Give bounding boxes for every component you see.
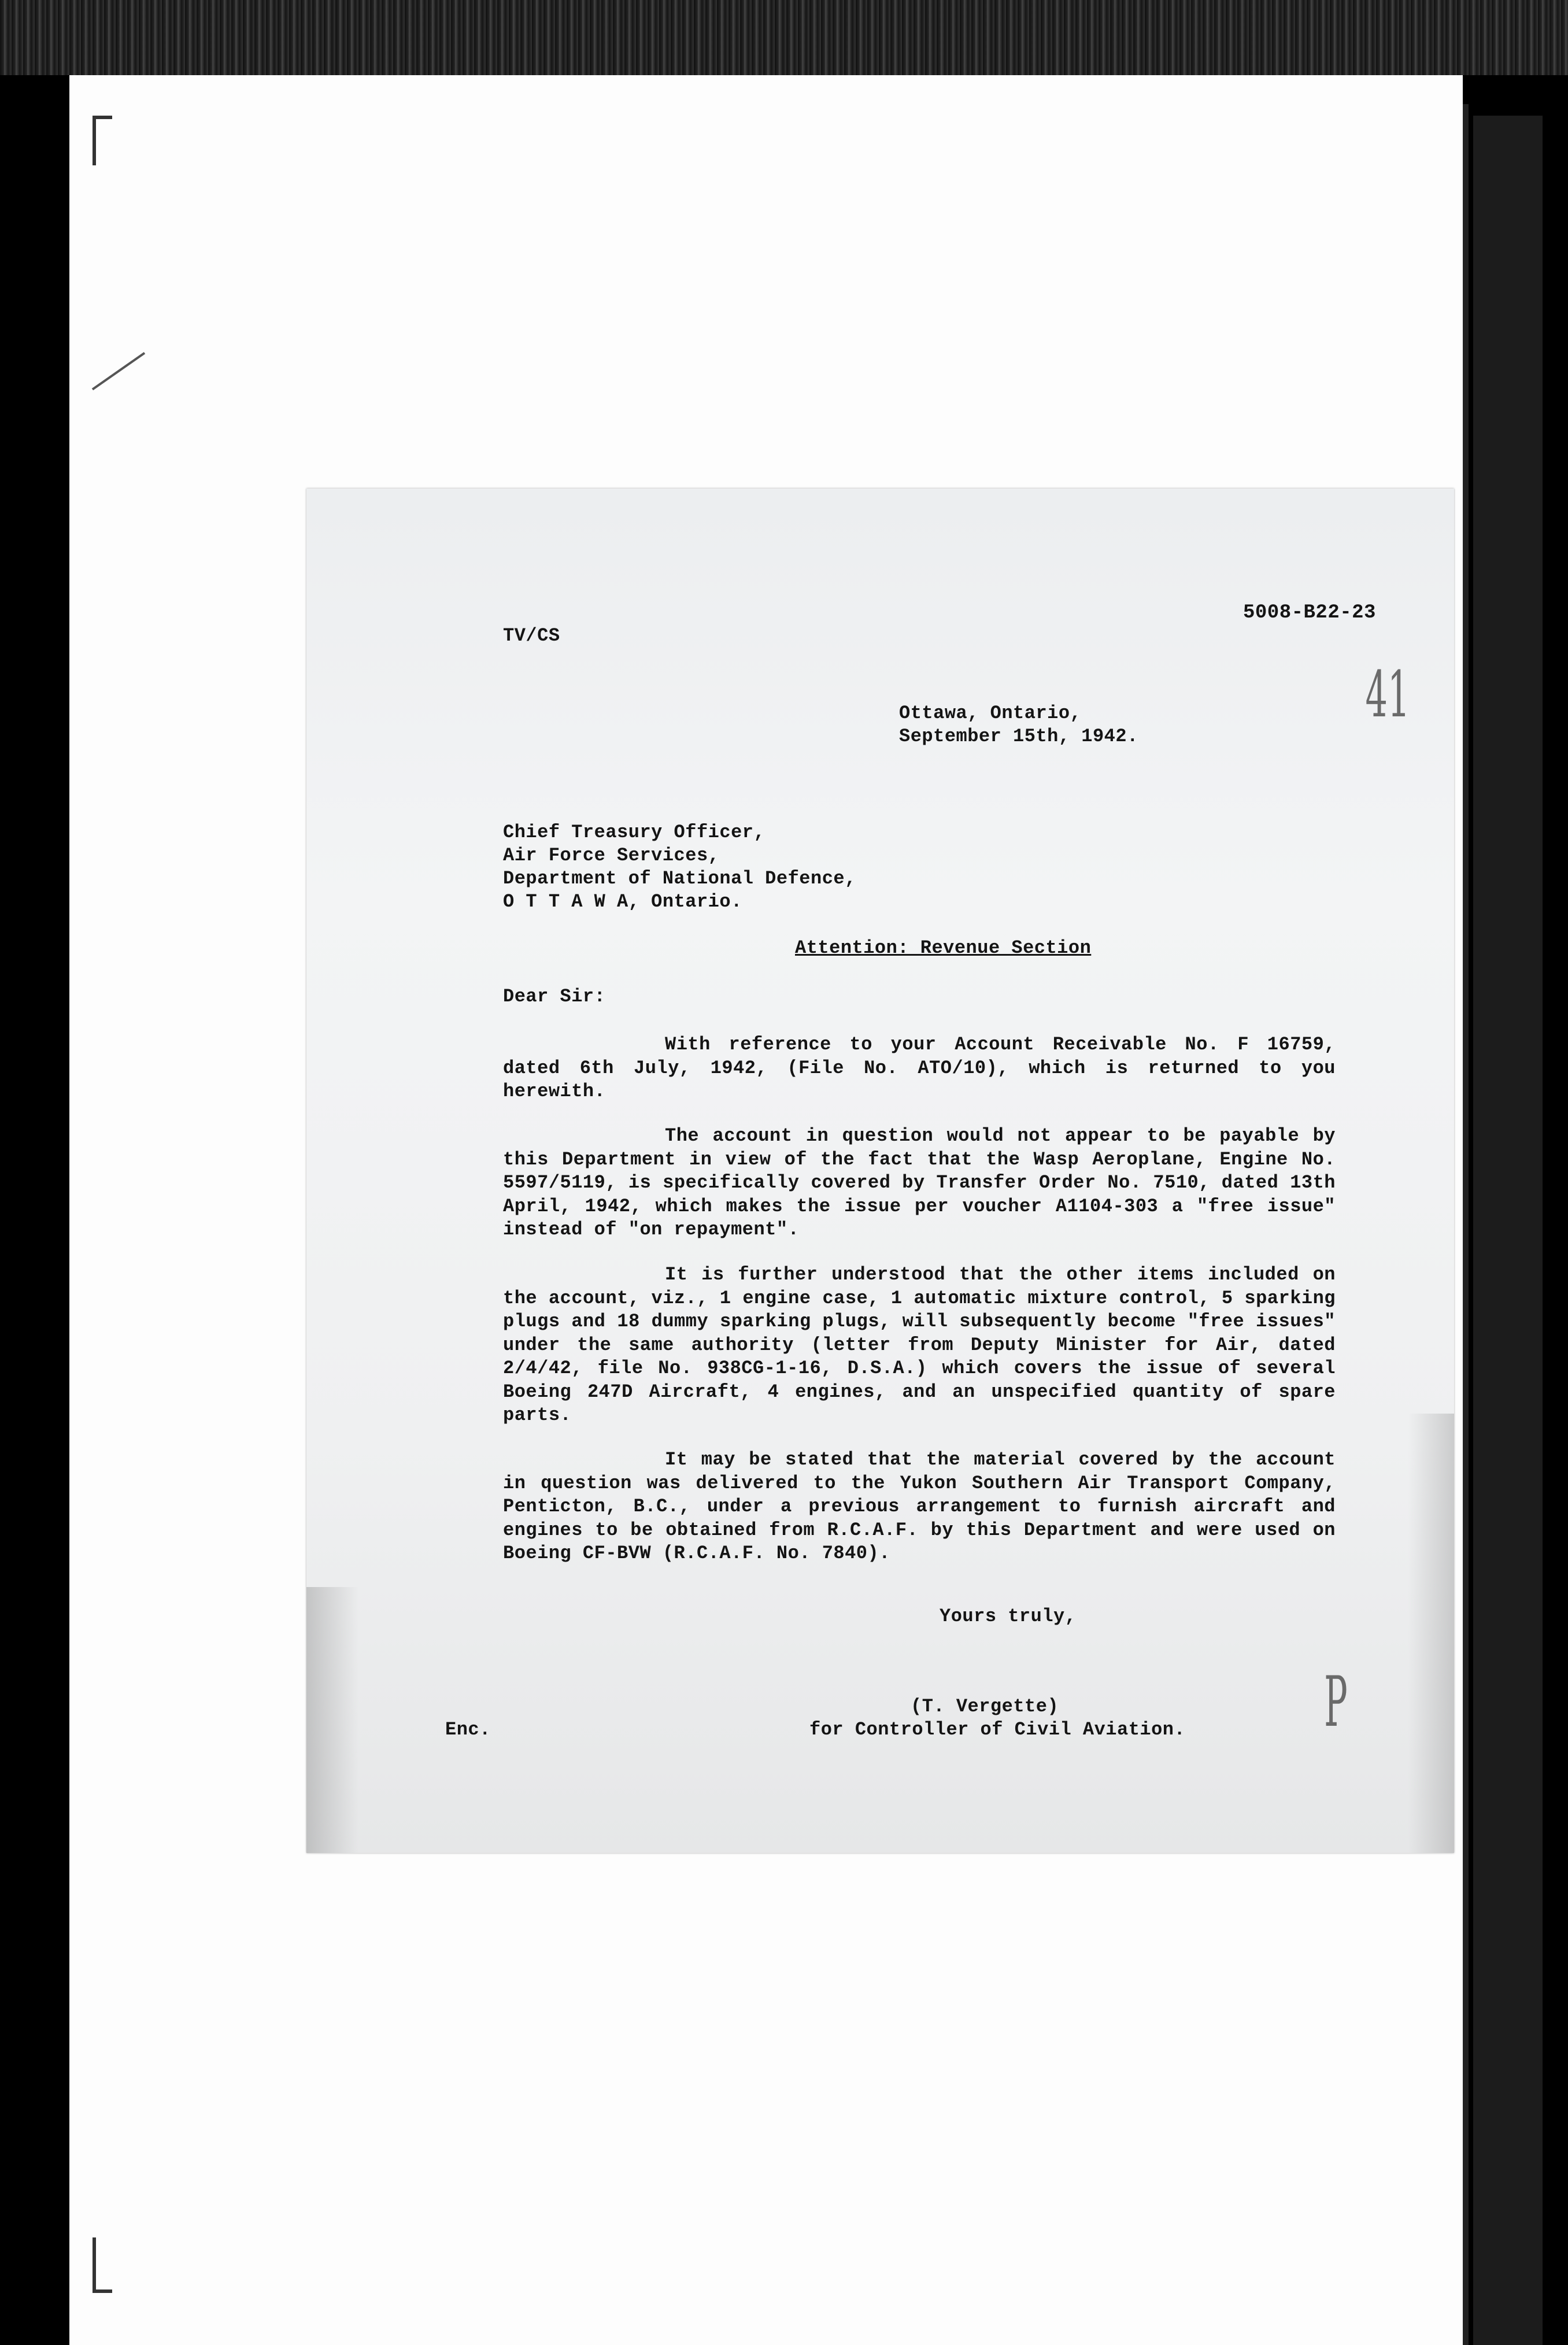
crop-mark-bottom-left xyxy=(93,2237,112,2293)
date-line: September 15th, 1942. xyxy=(899,726,1138,747)
signatory-name: (T. Vergette) xyxy=(911,1696,1059,1717)
enclosure-note: Enc. xyxy=(445,1719,491,1740)
closing: Yours truly, xyxy=(940,1606,1077,1627)
crop-mark-top-left xyxy=(93,116,112,165)
margin-initial-handwritten: P xyxy=(1324,1662,1348,1743)
recipient-line-4: O T T A W A, Ontario. xyxy=(503,891,742,912)
reference-initials: TV/CS xyxy=(503,625,560,646)
file-number: 5008-B22-23 xyxy=(1243,602,1376,624)
backing-sheet-edge xyxy=(1463,104,1469,2345)
signatory-title: for Controller of Civil Aviation. xyxy=(809,1719,1186,1740)
page-shadow-right xyxy=(1408,1414,1454,1853)
paragraph-2: The account in question would not appear to be payable by this Department in view of the fact that the Wasp Aeroplane, Engine No. 5597/5119, is specifically covered by Transfer Order No. 7510, dated 13th April, 1942, which makes the issue per voucher A1104-303 a "free issue" instead of "on repayment". xyxy=(503,1125,1336,1240)
paragraph-3: It is further understood that the other items included on the account, viz., 1 engine case, 1 automatic mixture control, 5 sparking plugs and 18 dummy sparking plugs, will subsequently become "free issues" under the same authority (letter from Deputy Minister for Air, dated 2/4/42, file No. 938CG-1-16, D.S.A.) which covers the issue of several Boeing 247D Aircraft, 4 engines, and an unspecified quantity of spare parts. xyxy=(503,1264,1336,1426)
paragraph-4: It may be stated that the material covered by the account in question was delivered to the Yukon Southern Air Transport Company, Penticton, B.C., under a previous arrangement to furnish aircraft and engines to be obtained from R.C.A.F. by this Department and were used on Boeing CF-BVW (R.C.A.F. No. 7840). xyxy=(503,1449,1336,1564)
page-shadow-left xyxy=(306,1587,358,1853)
recipient-line-3: Department of National Defence, xyxy=(503,868,856,889)
recipient-line-1: Chief Treasury Officer, xyxy=(503,822,765,843)
scan-border-right xyxy=(1473,116,1543,2345)
folio-number-handwritten: 41 xyxy=(1365,657,1410,731)
paragraph-1: With reference to your Account Receivable No. F 16759, dated 6th July, 1942, (File No. ATO/10), which is returned to you herewith. xyxy=(503,1034,1336,1102)
place-line: Ottawa, Ontario, xyxy=(899,702,1082,724)
typed-letter xyxy=(306,489,1454,1853)
recipient-line-2: Air Force Services, xyxy=(503,845,720,866)
salutation: Dear Sir: xyxy=(503,986,606,1007)
attention-line: Attention: Revenue Section xyxy=(795,937,1092,959)
scan-border-top xyxy=(0,0,1568,75)
